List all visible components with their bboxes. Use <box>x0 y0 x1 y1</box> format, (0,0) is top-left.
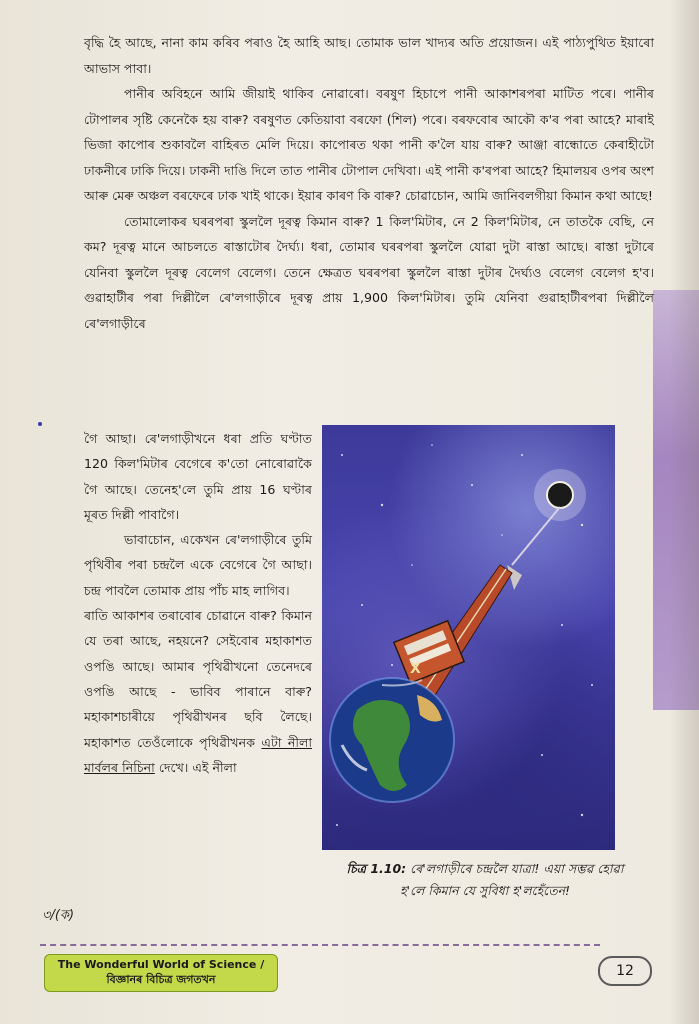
figure-caption <box>335 858 635 902</box>
footer-divider <box>40 944 600 954</box>
svg-text:X: X <box>410 661 421 677</box>
figure-label: চিত্ৰ 1.10: <box>346 861 407 876</box>
paragraph-water: পানীৰ অবিহনে আমি জীয়াই থাকিব নোৱাৰো। বৰষুণ হিচাপে পানী আকাশৰপৰা মাটিত পৰে। পানীৰ টোপালৰ সৃষ্টি কেনেকৈ হয় বাৰু? বৰষুণত কেতিয়াবা বৰফো (শিল) পৰে। বৰফবোৰ আকৌ ক'ৰ পৰা আহে? মাৰাই ভিজা কাপোৰ শুকাবলৈ বাহিৰত মেলি দিয়ে। কাপোৰত থকা পানী ক'লৈ যায় বাৰু? আঞ্জা ৰান্ধোতে কেৰাহীটো ঢাকনীৰে ঢাকি দিয়ে। ঢাকনী দাঙি দিলে তাত পানীৰ টোপাল দেখিবা। এই পানী ক'ৰপৰা আহে? হিমালয়ৰ ওপৰ অংশ আৰু মেৰু অঞ্চল বৰফেৰে ঢাক খাই থাকে। ইয়াৰ কাৰণ কি বাৰু? চোৱাচোন, আমি জানিবলগীয়া কিমান কথা আছে! <box>84 86 654 203</box>
body-text <box>84 30 654 336</box>
page-number: 12 <box>598 956 652 986</box>
handwritten-margin-note: ৩/(ক) <box>42 908 75 923</box>
figure-train-to-moon <box>322 425 615 850</box>
margin-dot <box>38 422 42 426</box>
stars-text: ৰাতি আকাশৰ তৰাবোৰ চোৱানে বাৰু? কিমান যে তৰা আছে, নহয়নে? সেইবোৰ মহাকাশত ওপঙি আছে। আমাৰ পৃথিৱীখনো তেনেদৰে ওপঙি আছে - ভাবিব পাৰানে বাৰু? মহাকাশচাৰীয়ে পৃথিৱীখনৰ ছবি লৈছে। মহাকাশত তেওঁলোকে পৃথিৱীখনক <box>84 608 312 750</box>
underlined-phrase-2: মাৰ্বলৰ নিচিনা <box>84 759 155 775</box>
paragraph-distance: তোমালোকৰ ঘৰৰপৰা স্কুললৈ দূৰত্ব কিমান বাৰু? 1 কিল'মিটাৰ, নে 2 কিল'মিটাৰ, নে তাতকৈ বেছি, নে কম? দূৰত্ব মানে আচলতে ৰাস্তাটোৰ দৈৰ্ঘ্য। ধৰা, তোমাৰ ঘৰৰপৰা স্কুললৈ যোৱা দুটা ৰাস্তা আছে। ৰাস্তা দুটাৰে যেনিবা স্কুললৈ দূৰত্ব বেলেগ বেলেগ। তেনে ক্ষেত্ৰত ঘৰৰপৰা স্কুললৈ ৰাস্তা দুটাৰ দৈৰ্ঘ্যও বেলেগ বেলেগ হ'ব। গুৱাহাটীৰ পৰা দিল্লীলৈ ৰে'লগাড়ীৰে দূৰত্ব প্ৰায় 1,900 কিল'মিটাৰ। তুমি যেনিবা গুৱাহাটীৰপৰা দিল্লীলৈ ৰে'লগাড়ীৰে <box>84 213 654 331</box>
stars-text-end: দেখে। এই নীলা <box>154 759 237 775</box>
earth-icon <box>330 678 454 802</box>
series-title-english: The Wonderful World of Science / <box>57 958 265 971</box>
series-title-assamese: বিজ্ঞানৰ বিচিত্ৰ জগতখন <box>106 973 216 986</box>
page-edge-shadow <box>669 0 699 1024</box>
underlined-phrase-1: এটা নীলা <box>261 734 312 750</box>
paragraph-train: গৈ আছা। ৰে'লগাড়ীখনে ধৰা প্ৰতি ঘণ্টাত 120 কিল'মিটাৰ বেগেৰে ক'তো নোৰোৱাকৈ গৈ আছে। তেনেহ'লে তুমি প্ৰায় 16 ঘণ্টাৰ মূৰত দিল্লী পাবাগৈ। <box>84 431 312 522</box>
column-text <box>84 426 312 780</box>
series-title-box <box>44 954 278 992</box>
figure-caption-text: ৰে'লগাড়ীৰে চন্দ্ৰলৈ যাত্ৰা! এয়া সম্ভৱ হোৱা হ'লে কিমান যে সুবিধা হ'লহেঁতেন! <box>399 861 624 898</box>
space-illustration <box>322 425 615 850</box>
paragraph-moon: ভাবাচোন, একেখন ৰে'লগাড়ীৰে তুমি পৃথিবীৰ পৰা চন্দ্ৰলৈ একে বেগেৰে গৈ আছা। চন্দ্ৰ পাবলৈ তোমাক প্ৰায় পাঁচ মাহ লাগিব। <box>84 532 312 598</box>
paragraph-stars <box>84 603 312 780</box>
paragraph-food: বৃদ্ধি হৈ আছে, নানা কাম কৰিব পৰাও হৈ আহি আছ। তোমাক ভাল খাদ্যৰ অতি প্ৰয়োজন। এই পাঠ্যপুথিত ইয়াৰো আভাস পাবা। <box>84 35 654 76</box>
moon-icon <box>534 469 586 521</box>
